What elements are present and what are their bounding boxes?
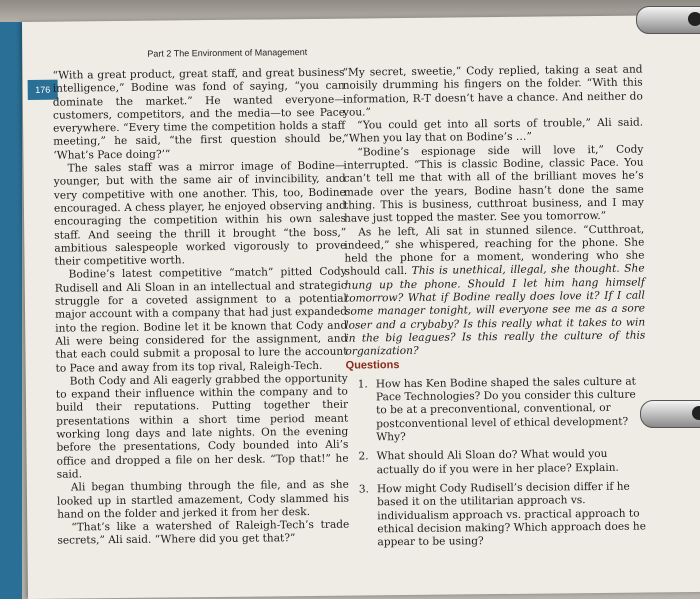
paragraph: “My secret, sweetie,” Cody replied, taking a seat and noisily drumming his fingers on the folder. “With this information, R-T doesn’t have a chance. And neither do you.” xyxy=(342,63,643,119)
binder-ring xyxy=(640,400,700,428)
question-number: 3. xyxy=(358,483,369,496)
paragraph: “That’s like a watershed of Raleigh-Tech’s trade secrets,” Ali said. “Where did you get that?” xyxy=(57,518,350,548)
paragraph xyxy=(344,223,645,359)
question-text: What should Ali Sloan do? What would you actually do if you were in her place? Explain. xyxy=(376,448,619,476)
question-item xyxy=(347,448,647,478)
book-page xyxy=(22,15,700,599)
question-text: How has Ken Bodine shaped the sales culture at Pace Technologies? Do you consider this culture to be at a preconventional, conventional, or postconventional level of ethical development? Why? xyxy=(375,375,636,444)
question-number: 2. xyxy=(358,450,369,463)
paragraph: “You could get into all sorts of trouble,” Ali said. “When you lay that on Bodine’s …” xyxy=(343,116,644,146)
paragraph: “Bodine’s espionage side will love it,” Cody interrupted. “This is classic Bodine, classic Pace. You can’t tell me that with all of the brilliant moves he’s made over the years, Bodine hasn’t done the same thing. This is business, cutthroat business, and I may have just topped the master. See you tomorrow.” xyxy=(343,143,644,225)
paragraph: Both Cody and Ali eagerly grabbed the opportunity to expand their influence within the company and to build their reputations. Putting together their presentations within a short time period meant working long days and late nights. On the evening before the presentations, Cody bounded into Ali’s office and dropped a file on her desk. “Top that!” he said. xyxy=(55,372,349,481)
paragraph-text: As he left, Ali sat in stunned silence. “Cutthroat, indeed,” she whispered, reaching for the phone. She held the phone for a moment, wondering who she should call. xyxy=(344,223,645,279)
question-item xyxy=(347,480,648,550)
question-text: How might Cody Rudisell’s decision differ if he based it on the utilitarian approach vs. individualism approach vs. practical approach to ethical decision making? Which approach does he appear to be using? xyxy=(376,480,647,549)
italic-thought: This is unethical, illegal, she thought. She hung up the phone. Should I let him hang himself tomorrow? What if Bodine really does love it? If I call some manager tonight, will everyone see me as a sore loser and a crybaby? Is this really what it takes to win in the big leagues? Is this really the culture of this organization? xyxy=(344,262,646,358)
paragraph: The sales staff was a mirror image of Bodine—younger, but with the same air of invincibility, and very competitive with one another. This, too, Bodine encouraged. A chess player, he enjoyed observing and encouraging the competition within his own sales staff. And seeing the thrill it brought “the boss,” ambitious salespeople worked vigorously to prove their competitive worth. xyxy=(53,159,347,268)
paragraph: Ali began thumbing through the file, and as she looked up in startled amazement, Cody slammed his hand on the folder and jerked it from her desk. xyxy=(56,478,350,521)
binder-ring xyxy=(636,6,700,34)
paragraph: Bodine’s latest competitive “match” pitted Cody Rudisell and Ali Sloan in an intellectual and strategic struggle for a coveted assignment to a potential major account with a company that had just expanded into the region. Bodine let it be known that Cody and Ali were being considered for the assignment, and that each could submit a proposal to lure the account to Pace and away from its top rival, Raleigh-Tech. xyxy=(54,266,348,375)
running-head: Part 2 The Environment of Management xyxy=(147,47,308,59)
left-column xyxy=(53,67,350,549)
question-item xyxy=(346,375,647,445)
page-number: 176 xyxy=(28,80,58,100)
question-number: 1. xyxy=(357,378,368,391)
paragraph: “With a great product, great staff, and great business intelligence,” Bodine was fond of saying, “you can dominate the market.” He wanted everyone—customers, competitors, and the media—to see Pace everywhere. “Every time the competition holds a staff meeting,” he said, “the first question should be, ‘What’s Pace doing?’” xyxy=(52,66,346,162)
questions-heading: Questions xyxy=(345,358,400,372)
page-edge-band xyxy=(0,22,22,599)
right-column xyxy=(342,64,647,551)
